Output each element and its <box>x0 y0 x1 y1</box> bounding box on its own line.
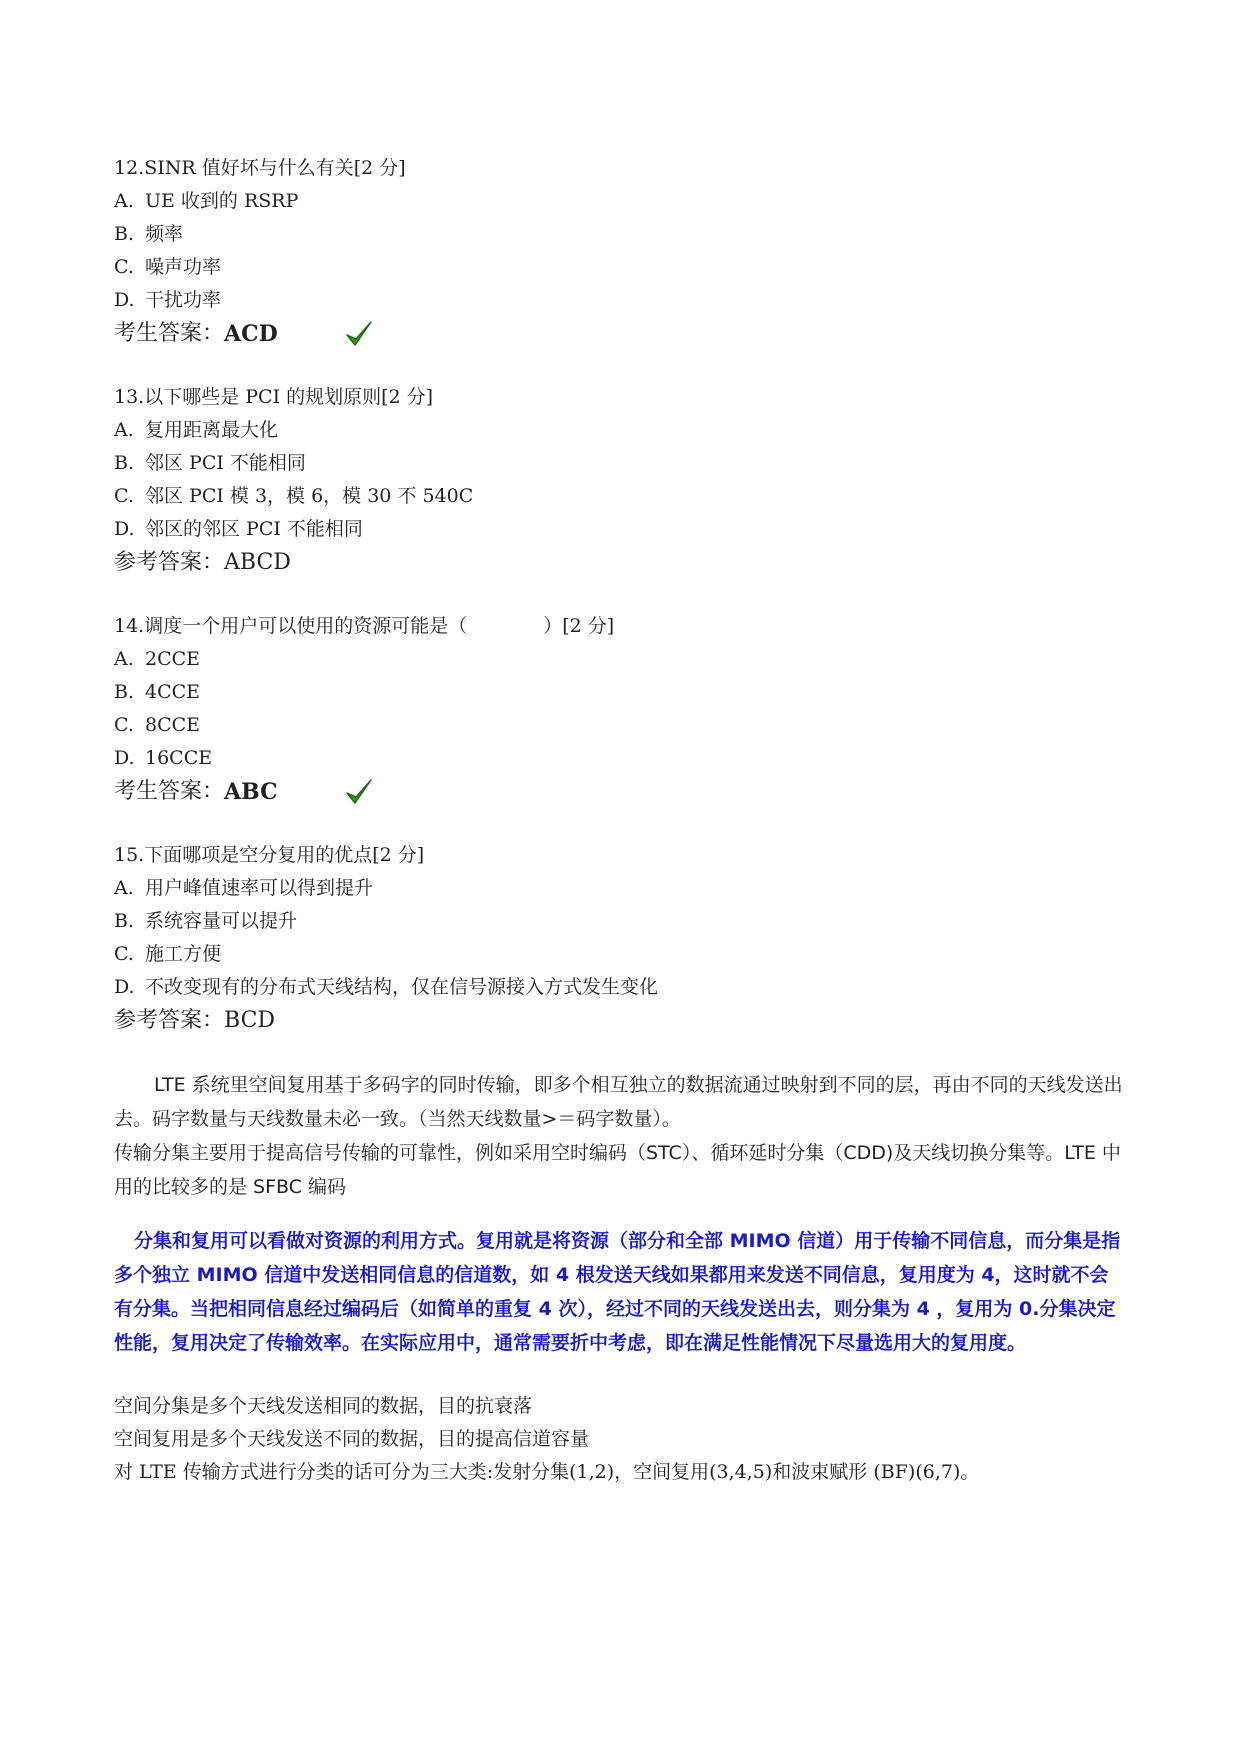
answer-label: 参考答案： <box>114 1008 225 1033</box>
answer-label: 参考答案： <box>114 550 225 575</box>
answer-value: ABCD <box>224 550 291 575</box>
check-mark-icon <box>344 777 374 807</box>
highlight-paragraph: 分集和复用可以看做对资源的利用方式。复用就是将资源（部分和全部 MIMO 信道）用于传输不同信息，而分集是指多个独立 MIMO 信道中发送相同信息的信道数，如 4 根发送天线如果都用来发送不同信息，复用度为 4，这时就不会有分集。当把相同信息经过编码后（如简单的重复 4 次），经过不同的天线发送出去，则分集为 4 ，复用为 0.分集决定性能，复用决定了传输效率。在实际应用中，通常需要折中考虑，即在满足性能情况下尽量选用大的复用度。 <box>114 1230 1121 1354</box>
answer-value: BCD <box>224 1008 276 1033</box>
option-d: D. 不改变现有的分布式天线结构，仅在信号源接入方式发生变化 <box>114 976 659 998</box>
answer-line <box>114 1004 1124 1038</box>
explanation-paragraph-1: LTE 系统里空间复用基于多码字的同时传输，即多个相互独立的数据流通过映射到不同的层，再由不同的天线发送出去。码字数量与天线数量未必一致。（当然天线数量>＝码字数量）。 <box>114 1074 1123 1130</box>
answer-line <box>114 775 1124 809</box>
option-d: D. 16CCE <box>114 747 213 769</box>
note-line: 对 LTE 传输方式进行分类的话可分为三大类:发射分集(1,2)，空间复用(3,4,5)和波束赋形 (BF)(6,7)。 <box>114 1461 980 1483</box>
question-13 <box>114 381 1124 580</box>
option-c: C. 施工方便 <box>114 943 222 965</box>
option-b: B. 频率 <box>114 223 184 245</box>
answer-value: ACD <box>224 321 278 347</box>
option-c: C. 8CCE <box>114 714 201 736</box>
note-line: 空间分集是多个天线发送相同的数据，目的抗衰落 <box>114 1395 533 1417</box>
answer-value: ABC <box>224 779 278 805</box>
option-c: C. 噪声功率 <box>114 256 222 278</box>
document-page <box>114 152 1124 1489</box>
option-b: B. 邻区 PCI 不能相同 <box>114 452 306 474</box>
answer-line <box>114 317 1124 351</box>
question-title: 12.SINR 值好坏与什么有关[2 分] <box>114 157 406 179</box>
option-d: D. 邻区的邻区 PCI 不能相同 <box>114 518 363 540</box>
option-b: B. 4CCE <box>114 681 201 703</box>
note-line: 空间复用是多个天线发送不同的数据，目的提高信道容量 <box>114 1428 590 1450</box>
answer-label: 考生答案： <box>114 321 225 346</box>
explanation-paragraph-2: 传输分集主要用于提高信号传输的可靠性，例如采用空时编码（STC）、循环延时分集（CDD)及天线切换分集等。LTE 中用的比较多的是 SFBC 编码 <box>114 1142 1121 1198</box>
option-c: C. 邻区 PCI 模 3，模 6，模 30 不 540C <box>114 485 474 507</box>
question-14 <box>114 610 1124 809</box>
question-title: 15.下面哪项是空分复用的优点[2 分] <box>114 844 425 866</box>
question-title: 14.调度一个用户可以使用的资源可能是（ ）[2 分] <box>114 615 615 637</box>
question-12 <box>114 152 1124 351</box>
option-d: D. 干扰功率 <box>114 289 222 311</box>
answer-label: 考生答案： <box>114 779 225 804</box>
option-a: A. 2CCE <box>114 648 201 670</box>
question-title: 13.以下哪些是 PCI 的规划原则[2 分] <box>114 386 434 408</box>
option-a: A. UE 收到的 RSRP <box>114 190 299 212</box>
option-a: A. 用户峰值速率可以得到提升 <box>114 877 374 899</box>
notes-list <box>114 1390 1124 1489</box>
check-mark-icon <box>344 319 374 349</box>
question-15 <box>114 839 1124 1038</box>
option-b: B. 系统容量可以提升 <box>114 910 298 932</box>
option-a: A. 复用距离最大化 <box>114 419 279 441</box>
answer-line <box>114 546 1124 580</box>
